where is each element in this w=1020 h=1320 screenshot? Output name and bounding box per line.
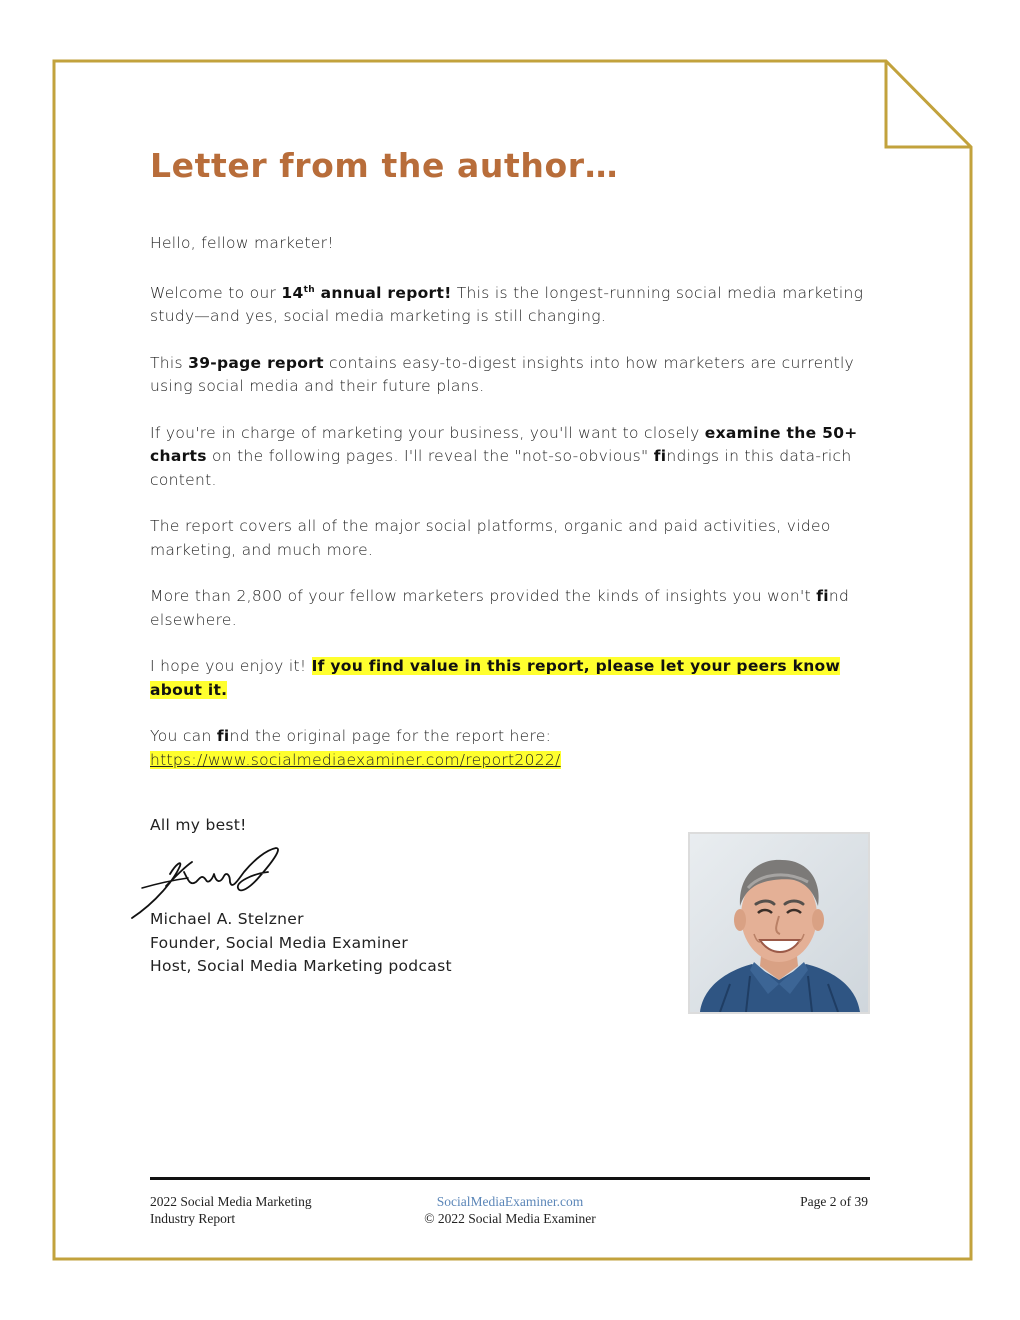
letter-body: [150, 232, 870, 795]
footer-site-link[interactable]: SocialMediaExaminer.com: [436, 1194, 584, 1209]
closing: All my best!: [150, 816, 247, 834]
page-number: Page 2 of 39: [800, 1194, 868, 1209]
footer-copyright: © 2022 Social Media Examiner: [424, 1211, 596, 1226]
ordinal-number: 14th annual report!: [281, 283, 452, 302]
paragraph-charts: If you're in charge of marketing your business, you'll want to closely examine the 50+ charts on the following pages. I'll reveal the "not-so-obvious" findings in this data-rich content.: [150, 423, 858, 489]
page-title: Letter from the author…: [150, 146, 619, 185]
signer-info: [150, 908, 452, 979]
signer-role-host: Host, Social Media Marketing podcast: [150, 957, 452, 975]
paragraph-report-length: This 39-page report contains easy-to-digest insights into how marketers are currently using social media and their future plans.: [150, 353, 855, 395]
report-link[interactable]: https://www.socialmediaexaminer.com/report2022/: [150, 750, 561, 769]
paragraph-link: You can find the original page for the report here: https://www.socialmediaexaminer.com/report2022/: [150, 727, 561, 769]
signer-name: Michael A. Stelzner: [150, 910, 304, 928]
footer-report-name: 2022 Social Media Marketing Industry Report: [150, 1194, 312, 1226]
paragraph-share: I hope you enjoy it! If you find value in this report, please let your peers know about it.: [150, 657, 841, 699]
footer-rule: [150, 1177, 870, 1180]
greeting: Hello, fellow marketer!: [150, 234, 334, 252]
paragraph-intro: Welcome to our 14th annual report! This is the longest-running social media marketing study—and yes, social media marketing is still changing.: [150, 283, 864, 325]
highlighted-request: If you find value in this report, please let your peers know about it.: [150, 657, 841, 699]
paragraph-coverage: The report covers all of the major social platforms, organic and paid activities, video marketing, and much more.: [150, 517, 831, 559]
footer-publisher: [380, 1193, 640, 1227]
author-photo: [688, 832, 870, 1014]
paragraph-respondents: More than 2,800 of your fellow marketers provided the kinds of insights you won't find elsewhere.: [150, 587, 850, 629]
signer-role-founder: Founder, Social Media Examiner: [150, 933, 409, 952]
